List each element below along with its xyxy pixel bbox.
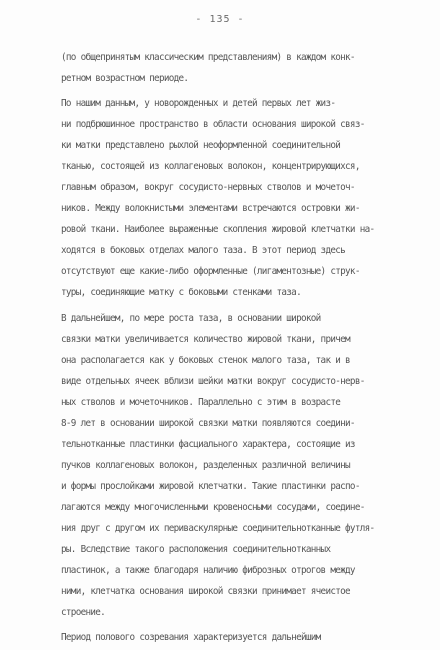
text-line: Период полового созревания характеризуется дальнейшим xyxy=(61,632,321,643)
text-line: ников. Между волокнистыми элементами встречаются островки жи- xyxy=(61,203,360,214)
text-line: ходятся в боковых отделах малого таза. В этот период здесь xyxy=(61,245,346,256)
text-line: ними, клетчатка основания широкой связки принимает ячеистое xyxy=(61,586,350,597)
text-line: ровой ткани. Наиболее выраженные скопления жировой клетчатки на- xyxy=(61,224,375,235)
text-line: лагаются между многочисленными кровеносными сосудами, соедине- xyxy=(61,502,365,513)
text-line: строение. xyxy=(61,607,106,618)
text-line: она располагается как у боковых стенок малого таза, так и в xyxy=(61,355,350,366)
text-line: В дальнейшем, по мере роста таза, в основании широкой xyxy=(61,313,321,324)
text-line: связки матки увеличивается количество жировой ткани, причем xyxy=(61,334,350,345)
text-line: главным образом, вокруг сосудисто-нервных стволов и мочеточ- xyxy=(61,182,355,193)
page-number: - 135 - xyxy=(195,14,245,25)
text-line: (по общепринятым классическим представлениям) в каждом конк- xyxy=(61,52,355,63)
text-line: и формы прослойками жировой клетчатки. Такие пластинки распо- xyxy=(61,481,360,492)
text-line: пучков коллагеновых волокон, разделенных различной величины xyxy=(61,460,350,471)
text-line: По нашим данным, у новорожденных и детей первых лет жиз- xyxy=(61,98,336,109)
text-line: ных стволов и мочеточников. Параллельно с этим в возрасте xyxy=(61,397,341,408)
text-line: отсутствуют еще какие-либо оформленные (лигаментозные) струк- xyxy=(61,266,360,277)
text-line: тканью, состоящей из коллагеновых волокон, концентрирующихся, xyxy=(61,161,360,172)
text-line: виде отдельных ячеек вблизи шейки матки вокруг сосудисто-нерв- xyxy=(61,376,365,387)
text-line: ни подбрюшинное пространство в области основания широкой связ- xyxy=(61,119,365,130)
text-line: ры. Вследствие такого расположения соединительнотканных xyxy=(61,544,331,555)
text-line: пластинок, а также благодаря наличию фиброзных отрогов между xyxy=(61,565,355,576)
text-line: туры, соединяющие матку с боковыми стенками таза. xyxy=(61,287,301,298)
text-line: ретном возрастном периоде. xyxy=(61,73,189,84)
text-line: ки матки представлено рыхлой неоформленной соединительной xyxy=(61,140,341,151)
text-line: тельнотканные пластинки фасциального характера, состоящие из xyxy=(61,439,355,450)
text-line: ния друг с другом их периваскулярные соединительнотканные футля- xyxy=(61,523,375,534)
text-line: 8-9 лет в основании широкой связки матки появляются соедини- xyxy=(61,418,355,429)
